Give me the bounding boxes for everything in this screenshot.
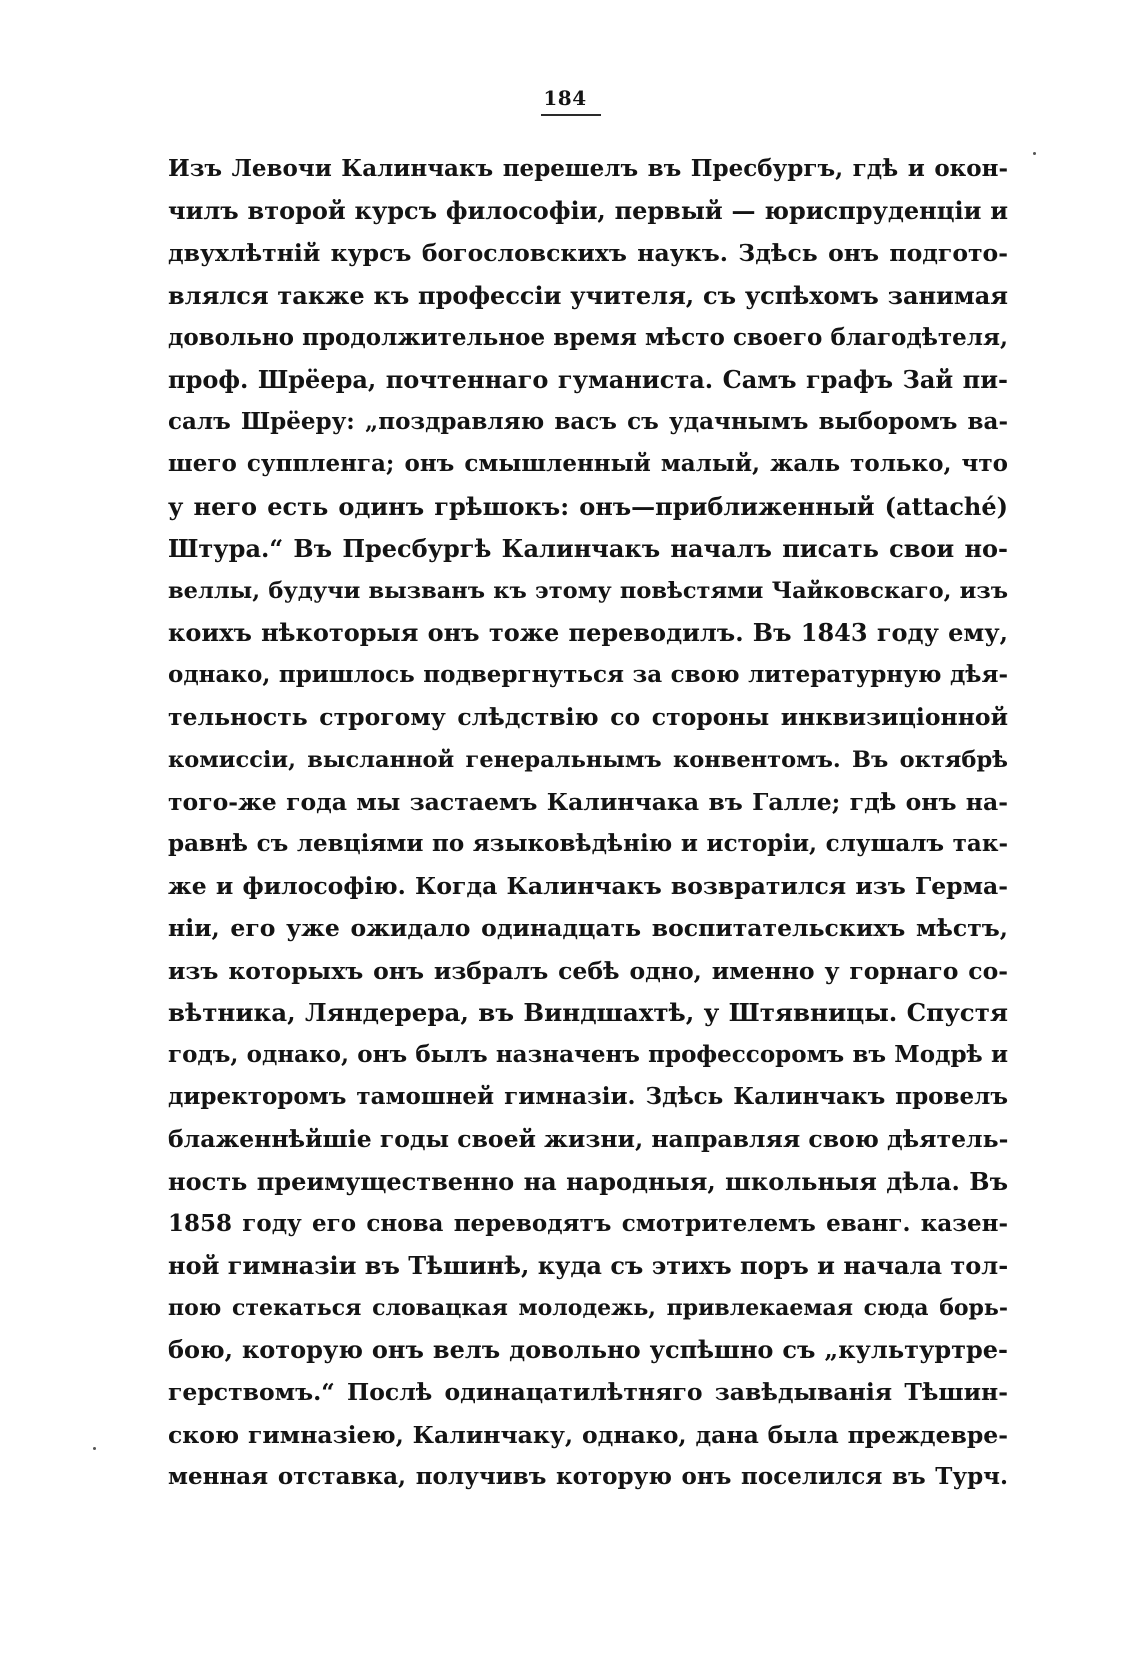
text-line: коихъ нѣкоторыя онъ тоже переводилъ. Въ 1843 году ему, [168, 618, 1008, 648]
text-line: изъ которыхъ онъ избралъ себѣ одно, именно у горнаго со- [168, 956, 1008, 985]
text-line: менная отставка, получивъ которую онъ поселился въ Турч. [168, 1462, 1008, 1490]
text-line: того-же года мы застаемъ Калинчака въ Галле; гдѣ онъ на- [168, 787, 1008, 816]
page-number: 184 [543, 86, 587, 110]
text-line: шего суппленга; онъ смышленный малый, жаль только, что [168, 450, 1008, 478]
text-line: веллы, будучи вызванъ къ этому повѣстями Чайковскаго, изъ [168, 577, 1008, 604]
text-line: довольно продолжительное время мѣсто своего благодѣтеля, [168, 323, 1008, 351]
text-line: влялся также къ профессіи учителя, съ успѣхомъ занимая [168, 280, 1008, 310]
text-line: тельность строгому слѣдствію со стороны инквизиціонной [168, 703, 1008, 732]
scan-speck [1033, 152, 1036, 155]
text-line: равнѣ съ левціями по языковѣдѣнію и исторіи, слушалъ так- [168, 830, 1008, 857]
text-line: вѣтника, Ляндерера, въ Виндшахтѣ, у Штявницы. Спустя [168, 997, 1008, 1027]
text-line: комиссіи, высланной генеральнымъ конвентомъ. Въ октябрѣ [168, 746, 1008, 773]
scan-speck [93, 1447, 96, 1450]
text-line: ность преимущественно на народныя, школьныя дѣла. Въ [168, 1166, 1008, 1196]
text-line: пою стекаться словацкая молодежь, привлекаемая сюда борь- [168, 1295, 1008, 1322]
text-line: проф. Шрёера, почтеннаго гуманиста. Самъ графъ Зай пи- [168, 364, 1008, 394]
text-line: же и философію. Когда Калинчакъ возвратился изъ Герма- [168, 872, 1008, 901]
text-line: ной гимназіи въ Тѣшинѣ, куда съ этихъ поръ и начала тол- [168, 1250, 1009, 1280]
text-line: двухлѣтній курсъ богословскихъ наукъ. Здѣсь онъ подгото- [168, 239, 1008, 268]
text-line: салъ Шрёеру: „поздравляю васъ съ удачнымъ выборомъ ва- [168, 408, 1008, 436]
text-line: 1858 году его снова переводятъ смотрителемъ еванг. казен- [168, 1209, 1008, 1237]
text-line: чилъ второй курсъ философіи, первый — юриспруденціи и [168, 196, 1008, 226]
text-line: директоромъ тамошней гимназіи. Здѣсь Калинчакъ провелъ [168, 1083, 1008, 1111]
page-number-rule [541, 114, 601, 116]
text-line: герствомъ.“ Послѣ одинацатилѣтняго завѣдыванія Тѣшин- [168, 1378, 1008, 1407]
text-line: однако, пришлось подвергнуться за свою литературную дѣя- [168, 661, 1008, 689]
body-text [168, 148, 1008, 1498]
text-line: Изъ Левочи Калинчакъ перешелъ въ Пресбургъ, гдѣ и окон- [168, 155, 1008, 182]
text-line: ніи, его уже ожидало одинадцать воспитательскихъ мѣстъ, [168, 914, 1008, 943]
text-line: годъ, однако, онъ былъ назначенъ профессоромъ въ Модрѣ и [168, 1040, 1008, 1068]
text-line: Штура.“ Въ Пресбургѣ Калинчакъ началъ писать свои но- [168, 533, 1008, 563]
text-line: бою, которую онъ велъ довольно успѣшно съ „культуртре- [168, 1335, 1008, 1365]
text-line: блаженнѣйшіе годы своей жизни, направляя свою дѣятель- [168, 1125, 1009, 1154]
text-line: скою гимназіею, Калинчаку, однако, дана была преждевре- [168, 1420, 1008, 1449]
text-line: у него есть одинъ грѣшокъ: онъ—приближенный (attaché) [168, 491, 1008, 521]
